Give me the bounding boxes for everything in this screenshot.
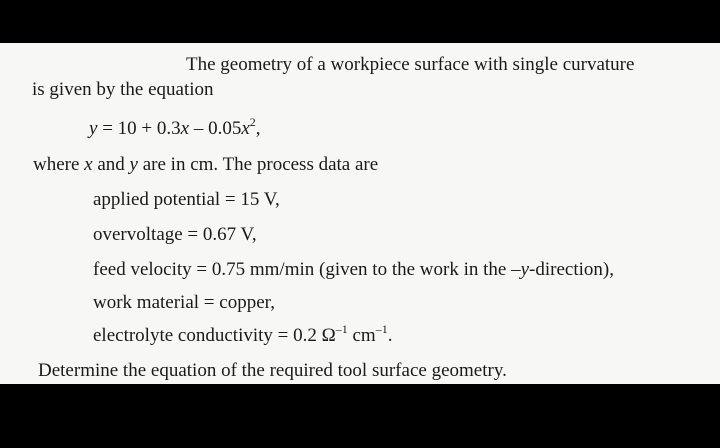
intro-line-1: The geometry of a workpiece surface with single curvature bbox=[186, 54, 635, 75]
overvoltage: overvoltage = 0.67 V, bbox=[93, 224, 257, 245]
feed-velocity-start: feed velocity = 0.75 mm/min (given to the work in the – bbox=[93, 259, 521, 280]
applied-potential: applied potential = 15 V, bbox=[93, 189, 280, 210]
conductivity-end: . bbox=[387, 325, 393, 346]
work-material: work material = copper, bbox=[93, 292, 275, 313]
where-mid: and bbox=[92, 154, 130, 175]
equation-part-1: = 10 + 0.3 bbox=[97, 118, 181, 139]
feed-velocity-var: y bbox=[520, 259, 530, 280]
curvature-equation bbox=[89, 115, 261, 139]
conductivity-mid: cm bbox=[347, 325, 376, 346]
document-page bbox=[0, 43, 720, 384]
conductivity-exp-1: –1 bbox=[335, 322, 348, 336]
conductivity-exp-2: –1 bbox=[375, 322, 388, 336]
feed-velocity-end: -direction), bbox=[529, 259, 614, 280]
equation-exponent: 2 bbox=[249, 115, 256, 129]
where-line bbox=[33, 155, 378, 174]
conductivity-start: electrolyte conductivity = 0.2 Ω bbox=[93, 325, 336, 346]
where-start: where bbox=[33, 154, 85, 175]
equation-trail: , bbox=[255, 118, 261, 139]
equation-var-x2: x bbox=[241, 118, 250, 139]
question-line: Determine the equation of the required tool surface geometry. bbox=[38, 360, 507, 381]
where-var-y: y bbox=[129, 154, 138, 175]
equation-part-2: – 0.05 bbox=[189, 118, 242, 139]
equation-var-y: y bbox=[89, 118, 98, 139]
intro-line-2: is given by the equation bbox=[32, 79, 214, 100]
equation-var-x1: x bbox=[180, 118, 190, 139]
electrolyte-conductivity bbox=[93, 322, 393, 346]
where-end: are in cm. The process data are bbox=[137, 154, 379, 175]
feed-velocity bbox=[93, 260, 614, 279]
where-var-x: x bbox=[84, 154, 93, 175]
